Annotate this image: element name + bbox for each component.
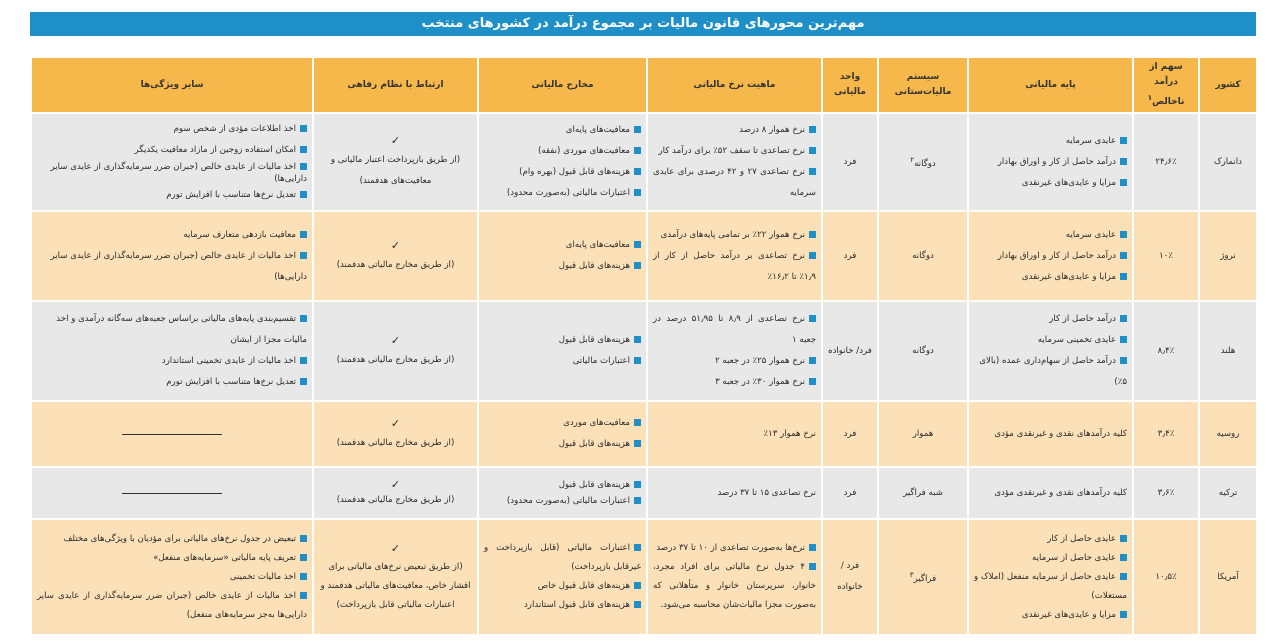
list-item: تعریف پایه مالیاتی «سرمایه‌های منفعل» [37,549,307,568]
list-item: عایدی حاصل از سرمایه [974,549,1127,568]
blue-square-icon [809,168,816,175]
list-item: هزینه‌های قابل قبول [484,434,641,455]
blue-square-icon [634,357,641,364]
list-item: نرخ‌ها به‌صورت تصاعدی از ۱۰ تا ۳۷ درصد [653,539,816,558]
blue-square-icon [809,231,816,238]
unit-cell: فرد [823,212,877,300]
list-item: اخذ مالیات تخمینی [37,568,307,587]
share-cell: ۳٫۴٪ [1134,402,1198,466]
list-item: اعتبارات مالیاتی (به‌صورت محدود) [484,493,641,509]
system-cell: دوگانه [879,212,967,300]
system-cell: فراگیر$^۳$ [879,520,967,634]
expenditure-cell [479,114,646,210]
blue-square-icon [300,191,307,198]
list-item: تقسیم‌بندی پایه‌های مالیاتی براساس جعبه‌های سه‌گانه درآمدی و اخذ مالیات مجزا از ایشان [56,314,307,345]
blue-square-icon [634,419,641,426]
check-icon: ✓ [390,238,401,252]
other-cell [32,468,312,518]
list-item: هزینه‌های قابل قبول خاص [484,577,641,596]
base-cell: کلیه درآمدهای نقدی و غیرنقدی مؤدی [969,468,1132,518]
header-country: کشور [1200,58,1256,112]
list-item: مزایا و عایدی‌های غیرنقدی [974,173,1127,194]
header-share: سهم از درآمد ناخالص$^۱$ [1134,58,1198,112]
list-item: نرخ تصاعدی از ۸٫۹ تا ۵۱٫۹۵ درصد در جعبه ۱ [653,314,816,345]
header-unit: واحد مالیاتی [823,58,877,112]
welfare-cell: ✓ (از طریق مخارج مالیاتی هدفمند) [314,302,477,400]
blue-square-icon [1120,137,1127,144]
blue-square-icon [634,544,641,551]
blue-square-icon [634,440,641,447]
blue-square-icon [300,252,307,259]
list-item: مزایا و عایدی‌های غیرنقدی [974,267,1127,288]
blue-square-icon [634,497,641,504]
blue-square-icon [809,126,816,133]
unit-cell: فرد/ خانواده [823,302,877,400]
rate-cell [648,212,821,300]
check-icon: ✓ [390,134,401,147]
rate-cell [648,114,821,210]
blue-square-icon [634,336,641,343]
list-item: عایدی سرمایه [974,131,1127,152]
blue-square-icon [634,189,641,196]
table-row-russia [32,402,1256,466]
list-item: معافیت‌های پایه‌ای [484,235,641,256]
base-cell [969,302,1132,400]
other-cell [32,114,312,210]
system-cell: هموار [879,402,967,466]
blue-square-icon [300,125,307,132]
blue-square-icon [300,146,307,153]
rate-cell [648,520,821,634]
header-welfare: ارتباط با نظام رفاهی [314,58,477,112]
empty-dash [122,493,222,494]
header-other: سایر ویژگی‌ها [32,58,312,112]
unit-cell: فرد [823,468,877,518]
country-cell: آمریکا [1200,520,1256,634]
blue-square-icon [1120,535,1127,542]
list-item: نرخ هموار ۸ درصد [653,120,816,141]
footnote-3: ۳ [909,570,914,580]
blue-square-icon [300,357,307,364]
system-cell: دوگانه [879,302,967,400]
list-item: عایدی تخمینی سرمایه [974,330,1127,351]
share-cell: ۱۰٪ [1134,212,1198,300]
list-item: اخذ مالیات از عایدی خالص (جبران ضرر سرمایه‌گذاری از عایدی سایر دارایی‌ها) [50,161,307,184]
other-cell [32,212,312,300]
blue-square-icon [300,535,307,542]
table-row-turkey [32,468,1256,518]
list-item: اخذ اطلاعات مؤدی از شخص سوم [37,119,307,140]
list-item: عایدی حاصل از سرمایه منفعل (املاک و مستغلات) [974,571,1127,601]
blue-square-icon [1120,611,1127,618]
blue-square-icon [634,582,641,589]
blue-square-icon [809,378,816,385]
blue-square-icon [1120,179,1127,186]
check-icon: ✓ [390,333,401,347]
list-item: هزینه‌های قابل قبول [484,330,641,351]
table-row-denmark [32,114,1256,210]
blue-square-icon [634,126,641,133]
blue-square-icon [1120,357,1127,364]
list-item: تعدیل نرخ‌ها متناسب با افزایش تورم [37,372,307,393]
list-item: نرخ هموار ۳۰٪ در جعبه ۳ [653,372,816,393]
list-item: معافیت‌های موردی (نفقه) [484,141,641,162]
footnote-2: ۲ [910,155,915,165]
list-item: درآمد حاصل از کار و اوراق بهادار [974,152,1127,173]
rate-cell: نرخ تصاعدی ۱۵ تا ۳۷ درصد [648,468,821,518]
list-item: درآمد حاصل از کار و اوراق بهادار [974,246,1127,267]
country-cell: هلند [1200,302,1256,400]
blue-square-icon [300,592,307,599]
header-expenditure: مخارج مالیاتی [479,58,646,112]
rate-cell: نرخ هموار ۱۳٪ [648,402,821,466]
list-item: اعتبارات مالیاتی (به‌صورت محدود) [484,183,641,204]
tax-comparison-table [30,56,1258,636]
list-item: نرخ تصاعدی ۲۷ و ۴۲ درصدی برای عایدی سرمایه [653,167,816,198]
unit-cell: فرد [823,114,877,210]
base-cell [969,212,1132,300]
blue-square-icon [634,481,641,488]
list-item: معافیت بازدهی متعارف سرمایه [37,225,307,246]
expenditure-cell [479,302,646,400]
blue-square-icon [300,163,307,170]
expenditure-cell [479,212,646,300]
blue-square-icon [809,315,816,322]
check-icon: ✓ [390,416,401,430]
share-cell: ۳٫۶٪ [1134,468,1198,518]
blue-square-icon [1120,573,1127,580]
blue-square-icon [1120,252,1127,259]
blue-square-icon [1120,273,1127,280]
check-icon: ✓ [390,541,401,555]
table-row-norway [32,212,1256,300]
blue-square-icon [634,241,641,248]
blue-square-icon [809,357,816,364]
blue-square-icon [1120,158,1127,165]
blue-square-icon [634,601,641,608]
list-item: معافیت‌های موردی [484,413,641,434]
base-cell: کلیه درآمدهای نقدی و غیرنقدی مؤدی [969,402,1132,466]
country-cell: روسیه [1200,402,1256,466]
blue-square-icon [634,262,641,269]
list-item: هزینه‌های قابل قبول [484,477,641,493]
system-cell: شبه فراگیر [879,468,967,518]
list-item: معافیت‌های پایه‌ای [484,120,641,141]
rate-cell [648,302,821,400]
share-cell: ۱۰٫۵٪ [1134,520,1198,634]
list-item: اعتبارات مالیاتی (قابل بازپرداخت و غیرقابل بازپرداخت) [484,543,641,572]
empty-dash [122,434,222,435]
blue-square-icon [809,544,816,551]
expenditure-cell [479,402,646,466]
other-cell [32,520,312,634]
other-cell [32,402,312,466]
list-item: اخذ مالیات از عایدی تخمینی استاندارد [37,351,307,372]
list-item: نرخ تصاعدی تا سقف ۵۲٪ برای درآمد کار [653,141,816,162]
check-icon: ✓ [390,478,401,491]
blue-square-icon [634,147,641,154]
list-item: نرخ تصاعدی بر درآمد حاصل از کار از ۱٫۹٪ تا ۱۶٫۲٪ [653,250,816,282]
unit-cell: فرد [823,402,877,466]
welfare-cell: ✓ (از طریق مخارج مالیاتی هدفمند) [314,212,477,300]
list-item: اخذ مالیات از عایدی خالص (جبران ضرر سرمایه‌گذاری از عایدی سایر دارایی‌ها) [50,250,307,282]
list-item: درآمد حاصل از کار [974,309,1127,330]
base-cell [969,114,1132,210]
table-row-usa [32,520,1256,634]
share-cell: ۲۴٫۶٪ [1134,114,1198,210]
welfare-cell: ✓ (از طریق بازپرداخت اعتبار مالیاتی و معافیت‌های هدفمند) [314,114,477,210]
blue-square-icon [809,252,816,259]
country-cell: دانمارک [1200,114,1256,210]
blue-square-icon [1120,315,1127,322]
blue-square-icon [809,563,816,570]
blue-square-icon [634,168,641,175]
list-item: تبعیض در جدول نرخ‌های مالیاتی برای مؤدیان با ویژگی‌های مختلف [37,530,307,549]
blue-square-icon [809,147,816,154]
blue-square-icon [300,315,307,322]
system-cell: دوگانه$^۲$ [879,114,967,210]
header-rate: ماهیت نرخ مالیاتی [648,58,821,112]
header-base: پایه مالیاتی [969,58,1132,112]
blue-square-icon [1120,336,1127,343]
page-title: مهم‌ترین محورهای قانون مالیات بر مجموع درآمد در کشورهای منتخب [30,12,1256,36]
list-item: ۴ جدول نرخ مالیاتی برای افراد مجرد، خانوار، سرپرستان خانوار و متأهلانی که به‌صورت مجزا مالیات‌شان محاسبه می‌شود. [653,562,816,610]
expenditure-cell [479,468,646,518]
list-item: نرخ هموار ۲۵٪ در جعبه ۲ [653,351,816,372]
blue-square-icon [300,554,307,561]
country-cell: نروژ [1200,212,1256,300]
blue-square-icon [1120,554,1127,561]
country-cell: ترکیه [1200,468,1256,518]
list-item: هزینه‌های قابل قبول استاندارد [484,596,641,615]
list-item: اخذ مالیات از عایدی خالص (جبران ضرر سرمایه‌گذاری از عایدی سایر دارایی‌ها به‌جز سرمایه‌های منفعل) [37,590,307,620]
list-item: هزینه‌های قابل قبول (بهره وام) [484,162,641,183]
welfare-cell: ✓ (از طریق مخارج مالیاتی هدفمند) [314,468,477,518]
list-item: امکان استفاده زوجین از مازاد معافیت یکدیگر [37,140,307,161]
share-cell: ۸٫۴٪ [1134,302,1198,400]
blue-square-icon [300,231,307,238]
list-item: عایدی حاصل از کار [974,530,1127,549]
blue-square-icon [1120,231,1127,238]
base-cell [969,520,1132,634]
list-item: تعدیل نرخ‌ها متناسب با افزایش تورم [37,185,307,206]
footnote-1: ۱ [1147,93,1153,102]
blue-square-icon [300,573,307,580]
list-item: نرخ هموار ۲۲٪ بر تمامی پایه‌های درآمدی [653,225,816,246]
unit-cell: فرد / خانواده [823,520,877,634]
list-item: عایدی سرمایه [974,225,1127,246]
expenditure-cell [479,520,646,634]
other-cell [32,302,312,400]
welfare-cell: ✓ (از طریق مخارج مالیاتی هدفمند) [314,402,477,466]
header-system: سیستم مالیات‌ستانی [879,58,967,112]
table-row-netherlands [32,302,1256,400]
header-row [32,58,1256,112]
list-item: درآمد حاصل از سهام‌داری عمده (بالای ۵٪) [979,356,1127,387]
list-item: مزایا و عایدی‌های غیرنقدی [974,606,1127,625]
list-item: اعتبارات مالیاتی [484,351,641,372]
list-item: هزینه‌های قابل قبول [484,256,641,277]
welfare-cell: ✓ (از طریق تبعیض نرخ‌های مالیاتی برای اقشار خاص، معافیت‌های مالیاتی هدفمند و اعتبارات مالیاتی قابل بازپرداخت) [314,520,477,634]
blue-square-icon [300,378,307,385]
